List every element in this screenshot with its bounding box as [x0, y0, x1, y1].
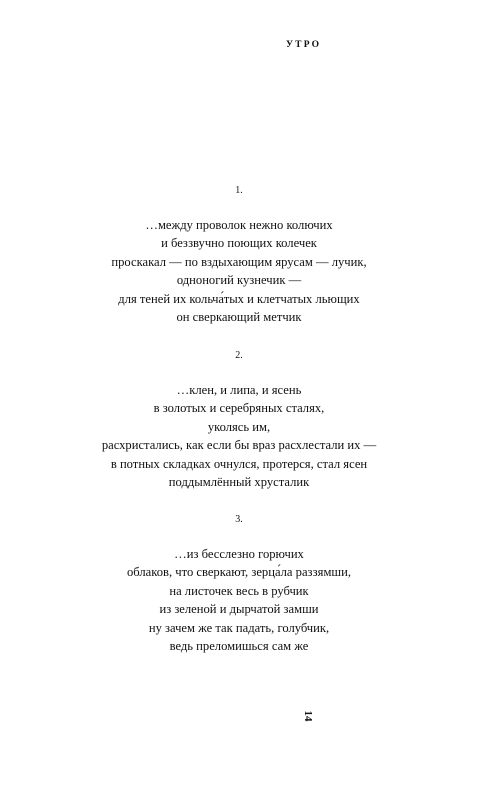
poem-lines — [0, 545, 478, 655]
poem-section-2 — [0, 350, 478, 491]
poem-line: поддымлённый хрусталик — [168, 475, 310, 490]
poem-line: ну зачем же так падать, голубчик, — [148, 620, 330, 635]
poem-line: расхристались, как если бы враз расхлестали их — — [101, 438, 377, 453]
poem-number: 1. — [235, 185, 243, 196]
poem-line: и беззвучно поющих колечек — [161, 236, 317, 251]
poem-line: одноногий кузнечик — — [176, 273, 302, 288]
poem-lines — [0, 381, 478, 491]
poem-line: из зеленой и дырчатой замши — [159, 602, 319, 617]
poem-line: …между проволок нежно колючих — [145, 218, 333, 232]
poem-line: …из бесслезно горючих — [174, 547, 304, 561]
poem-number: 2. — [235, 350, 243, 361]
poem-section-1 — [0, 185, 478, 326]
poem-line: облаков, что сверкают, зерца́ла раззямши, — [126, 565, 352, 580]
poem-lines — [0, 216, 478, 326]
poem-line: …клен, и липа, и ясень — [176, 383, 302, 397]
poem-number: 3. — [235, 514, 243, 525]
poem-section-3 — [0, 514, 478, 655]
poem-line: ведь преломишься сам же — [169, 639, 309, 654]
poem-line: в золотых и серебряных сталях, — [153, 401, 325, 416]
poem-line: он сверкающий метчик — [176, 310, 302, 325]
poem-line: проскакал — по вздыхающим ярусам — лучик, — [111, 254, 367, 269]
poem-line: на листочек весь в рубчик — [169, 583, 309, 598]
running-head: УТРО — [286, 40, 322, 50]
poem-line: для теней их кольча́тых и клетчатых льющих — [118, 291, 360, 306]
poem-line: в потных складках очнулся, протерся, стал ясен — [110, 456, 368, 471]
poem-line: уколясь им, — [207, 419, 271, 434]
page-number: 14 — [302, 710, 314, 722]
